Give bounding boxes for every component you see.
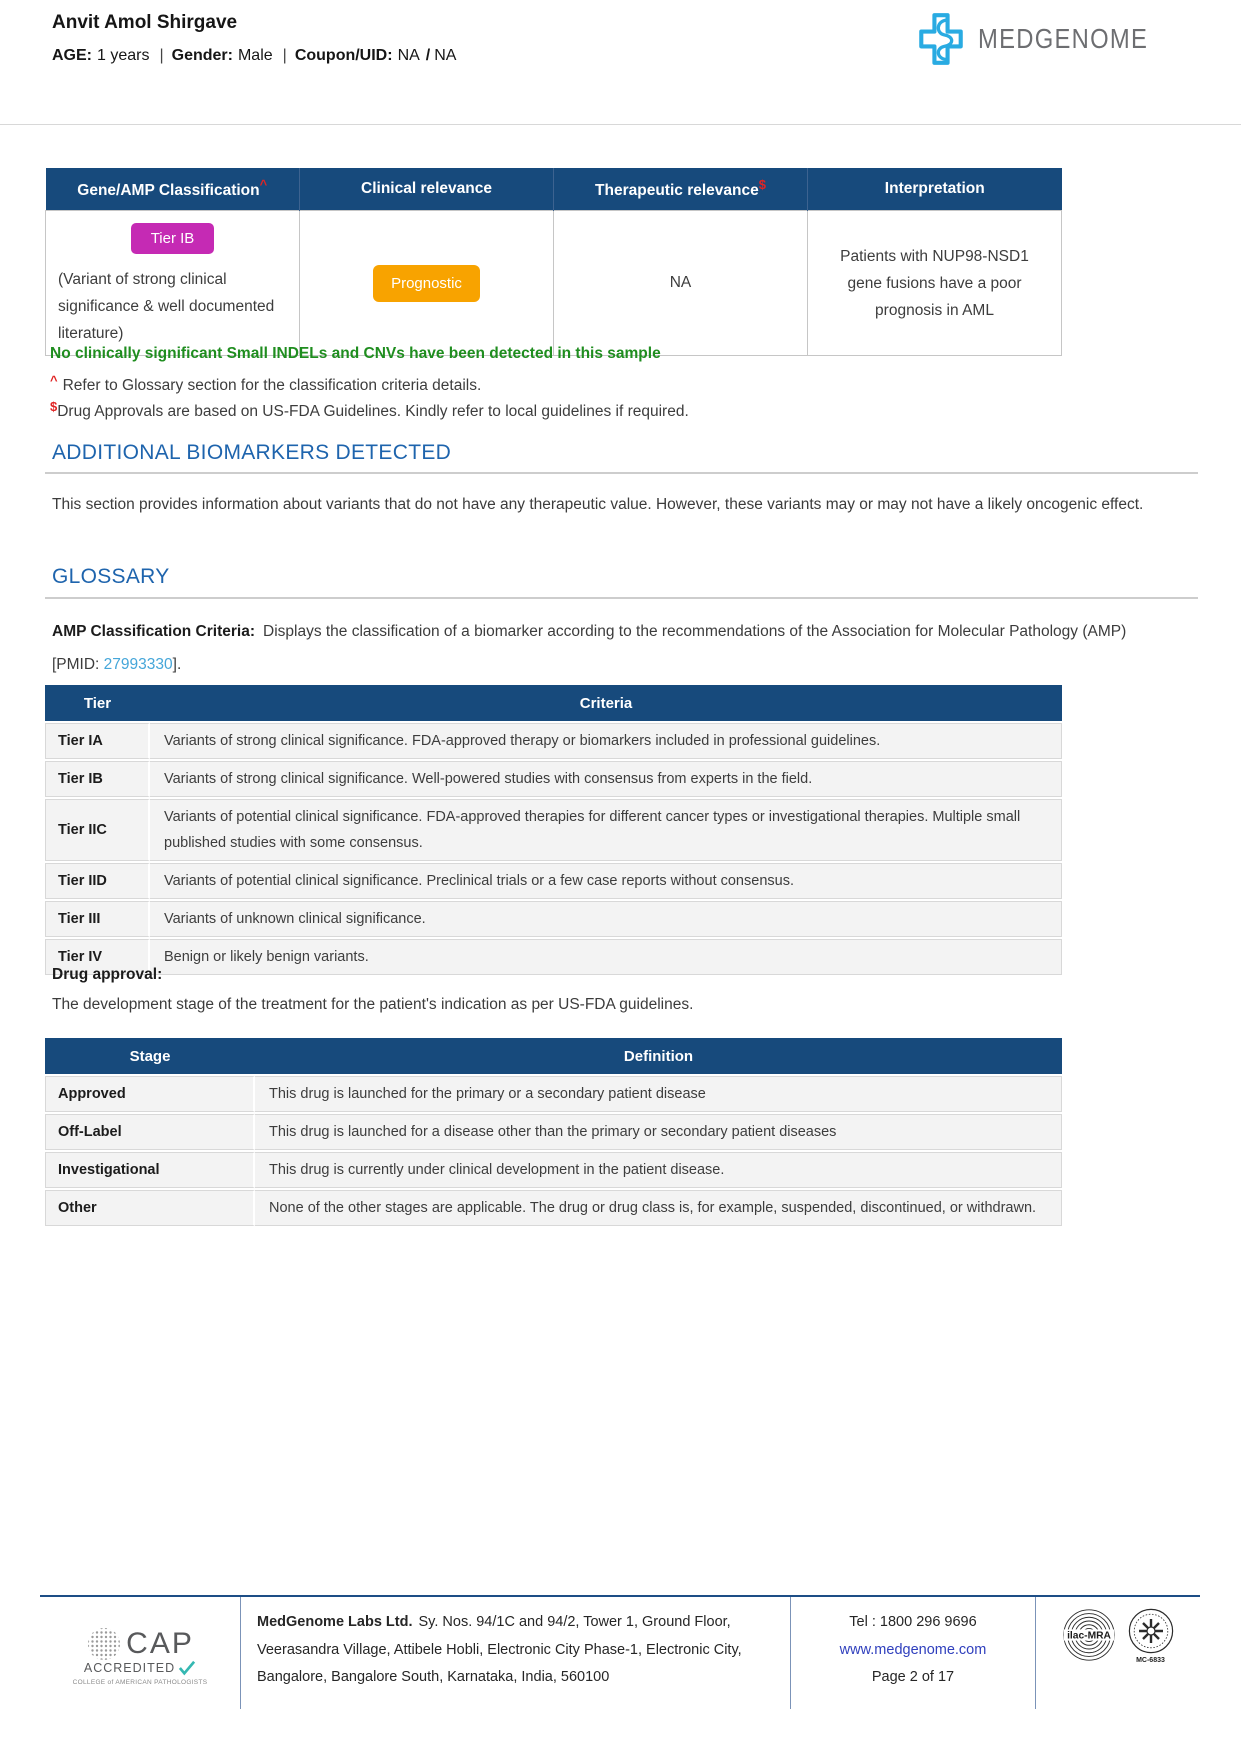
- section-title-glossary: GLOSSARY: [52, 565, 170, 588]
- tier-row: [45, 939, 1062, 975]
- tier-cell: Tier IV: [45, 939, 150, 975]
- amp-classification-paragraph: AMP Classification Criteria: Displays the classification of a biomarker according to the recommendations of the Association for Molecular Pathology (AMP) [PMID: 27993330].: [52, 623, 1127, 673]
- clinical-relevance-cell: [300, 211, 554, 356]
- tier-badge: Tier IB: [131, 223, 215, 254]
- address-line-1: MedGenome Labs Ltd. Sy. Nos. 94/1C and 94/2, Tower 1, Ground Floor,: [257, 1614, 731, 1630]
- tier-row: [45, 723, 1062, 759]
- glossary-reference-note: ^ Refer to Glossary section for the classification criteria details.: [50, 373, 482, 395]
- uid-value-left: NA: [397, 47, 420, 64]
- address-line-3: Bangalore, Bangalore South, Karnataka, India, 560100: [257, 1669, 610, 1685]
- nabl-seal-icon: [1127, 1607, 1175, 1655]
- gender-label: Gender:: [171, 47, 233, 64]
- lab-name: MedGenome Labs Ltd.: [257, 1614, 413, 1630]
- drug-approval-note: $Drug Approvals are based on US-FDA Guidelines. Kindly refer to local guidelines if required.: [50, 399, 689, 421]
- medgenome-logo: [918, 8, 1178, 70]
- svg-text:ilac-MRA: ilac-MRA: [1066, 1630, 1111, 1642]
- stage-row: [45, 1076, 1062, 1112]
- amp-criteria-label: AMP Classification Criteria:: [52, 623, 255, 640]
- stage-cell: Other: [45, 1190, 255, 1226]
- section-title-additional-biomarkers: ADDITIONAL BIOMARKERS DETECTED: [52, 441, 452, 464]
- therapeutic-relevance-cell: NA: [554, 211, 808, 356]
- tier-row: [45, 901, 1062, 937]
- lab-address: [241, 1597, 791, 1709]
- col-clinical-relevance: Clinical relevance: [300, 168, 554, 211]
- additional-biomarkers-body: This section provides information about variants that do not have any therapeutic value. However, these variants may or may not have a likely oncogenic effect.: [52, 496, 1144, 513]
- stage-cell: Off-Label: [45, 1114, 255, 1150]
- age-value: 1 years: [97, 47, 150, 64]
- age-label: AGE:: [52, 47, 92, 64]
- cap-text: CAP: [126, 1627, 194, 1660]
- website-link[interactable]: www.medgenome.com: [839, 1641, 987, 1658]
- checkmark-icon: [178, 1660, 196, 1676]
- col-definition: Definition: [255, 1038, 1062, 1074]
- dollar-superscript: $: [758, 177, 766, 193]
- definition-cell: None of the other stages are applicable. The drug or drug class is, for example, suspended, discontinued, or withdrawn.: [255, 1190, 1062, 1226]
- criteria-cell: Variants of strong clinical significance. FDA-approved therapy or biomarkers included in professional guidelines.: [150, 723, 1062, 759]
- col-therapeutic-relevance: Therapeutic relevance$: [554, 168, 808, 211]
- telephone: Tel : 1800 296 9696: [849, 1614, 977, 1630]
- caret-superscript: ^: [259, 177, 268, 193]
- tier-cell: Tier IID: [45, 863, 150, 899]
- definition-cell: This drug is launched for the primary or a secondary patient disease: [255, 1076, 1062, 1112]
- gene-amp-cell: [46, 211, 300, 356]
- section-rule: [45, 597, 1198, 599]
- stage-row: [45, 1114, 1062, 1150]
- patient-name: Anvit Amol Shirgave: [52, 12, 238, 33]
- medgenome-cross-icon: [918, 8, 964, 70]
- header-divider: [0, 124, 1241, 125]
- separator: |: [159, 47, 164, 64]
- contact-block: [791, 1597, 1036, 1709]
- interpretation-cell: Patients with NUP98-NSD1 gene fusions have a poor prognosis in AML: [808, 211, 1062, 356]
- no-findings-note: No clinically significant Small INDELs and CNVs have been detected in this sample: [50, 345, 661, 362]
- stage-row: [45, 1152, 1062, 1188]
- col-gene-amp-classification: Gene/AMP Classification^: [46, 168, 300, 211]
- stage-table-header-row: [45, 1038, 1062, 1074]
- col-interpretation: Interpretation: [808, 168, 1062, 211]
- tier-row: [45, 863, 1062, 899]
- coupon-label: Coupon/UID:: [294, 47, 393, 64]
- tier-table: [45, 683, 1062, 977]
- uid-value-right: NA: [434, 47, 457, 64]
- variant-table: [45, 168, 1062, 356]
- tier-note: (Variant of strong clinical significance & well documented literature): [58, 271, 275, 342]
- criteria-cell: Variants of strong clinical significance. Well-powered studies with consensus from experts in the field.: [150, 761, 1062, 797]
- col-stage: Stage: [45, 1038, 255, 1074]
- prognostic-badge: Prognostic: [373, 265, 480, 302]
- seal-code: MC-6833: [1136, 1657, 1165, 1664]
- tier-cell: Tier IB: [45, 761, 150, 797]
- ilac-mra-seal-icon: [1061, 1607, 1117, 1663]
- tier-row: [45, 761, 1062, 797]
- patient-details: [52, 47, 458, 65]
- col-criteria: Criteria: [150, 685, 1062, 721]
- tier-table-header-row: [45, 685, 1062, 721]
- variant-row: [46, 211, 1062, 356]
- cap-accreditation-logo: [40, 1597, 241, 1709]
- tier-cell: Tier III: [45, 901, 150, 937]
- dollar-superscript: $: [50, 399, 58, 414]
- variant-table-header-row: [46, 168, 1062, 211]
- tier-row: [45, 799, 1062, 861]
- drug-approval-title: Drug approval:: [52, 966, 163, 983]
- section-rule: [45, 472, 1198, 474]
- stage-row: [45, 1190, 1062, 1226]
- separator: |: [282, 47, 287, 64]
- accreditation-seals: [1036, 1597, 1199, 1709]
- pmid-link[interactable]: 27993330: [103, 656, 173, 673]
- criteria-cell: Benign or likely benign variants.: [150, 939, 1062, 975]
- definition-cell: This drug is currently under clinical development in the patient disease.: [255, 1152, 1062, 1188]
- uid-separator: /: [425, 47, 431, 64]
- tier-cell: Tier IIC: [45, 799, 150, 861]
- caret-superscript: ^: [50, 373, 58, 388]
- medgenome-logo-text: MEDGENOME: [978, 23, 1149, 54]
- stage-cell: Approved: [45, 1076, 255, 1112]
- gender-value: Male: [237, 47, 273, 64]
- page-number: Page 2 of 17: [871, 1669, 955, 1685]
- page-footer: [40, 1595, 1200, 1709]
- cap-globe-icon: [86, 1626, 122, 1662]
- drug-approval-body: The development stage of the treatment for the patient's indication as per US-FDA guidelines.: [52, 996, 694, 1013]
- stage-cell: Investigational: [45, 1152, 255, 1188]
- definition-cell: This drug is launched for a disease other than the primary or secondary patient diseases: [255, 1114, 1062, 1150]
- criteria-cell: Variants of potential clinical significance. FDA-approved therapies for different cancer types or investigational therapies. Multiple small published studies with some consensus.: [150, 799, 1062, 861]
- address-line-2: Veerasandra Village, Attibele Hobli, Electronic City Phase-1, Electronic City,: [257, 1641, 742, 1658]
- cap-accredited-text: ACCREDITED: [83, 1661, 176, 1675]
- tier-cell: Tier IA: [45, 723, 150, 759]
- criteria-cell: Variants of potential clinical significance. Preclinical trials or a few case reports without consensus.: [150, 863, 1062, 899]
- col-tier: Tier: [45, 685, 150, 721]
- criteria-cell: Variants of unknown clinical significance.: [150, 901, 1062, 937]
- cap-college-text: COLLEGE of AMERICAN PATHOLOGISTS: [72, 1679, 208, 1686]
- stage-table: [45, 1036, 1062, 1228]
